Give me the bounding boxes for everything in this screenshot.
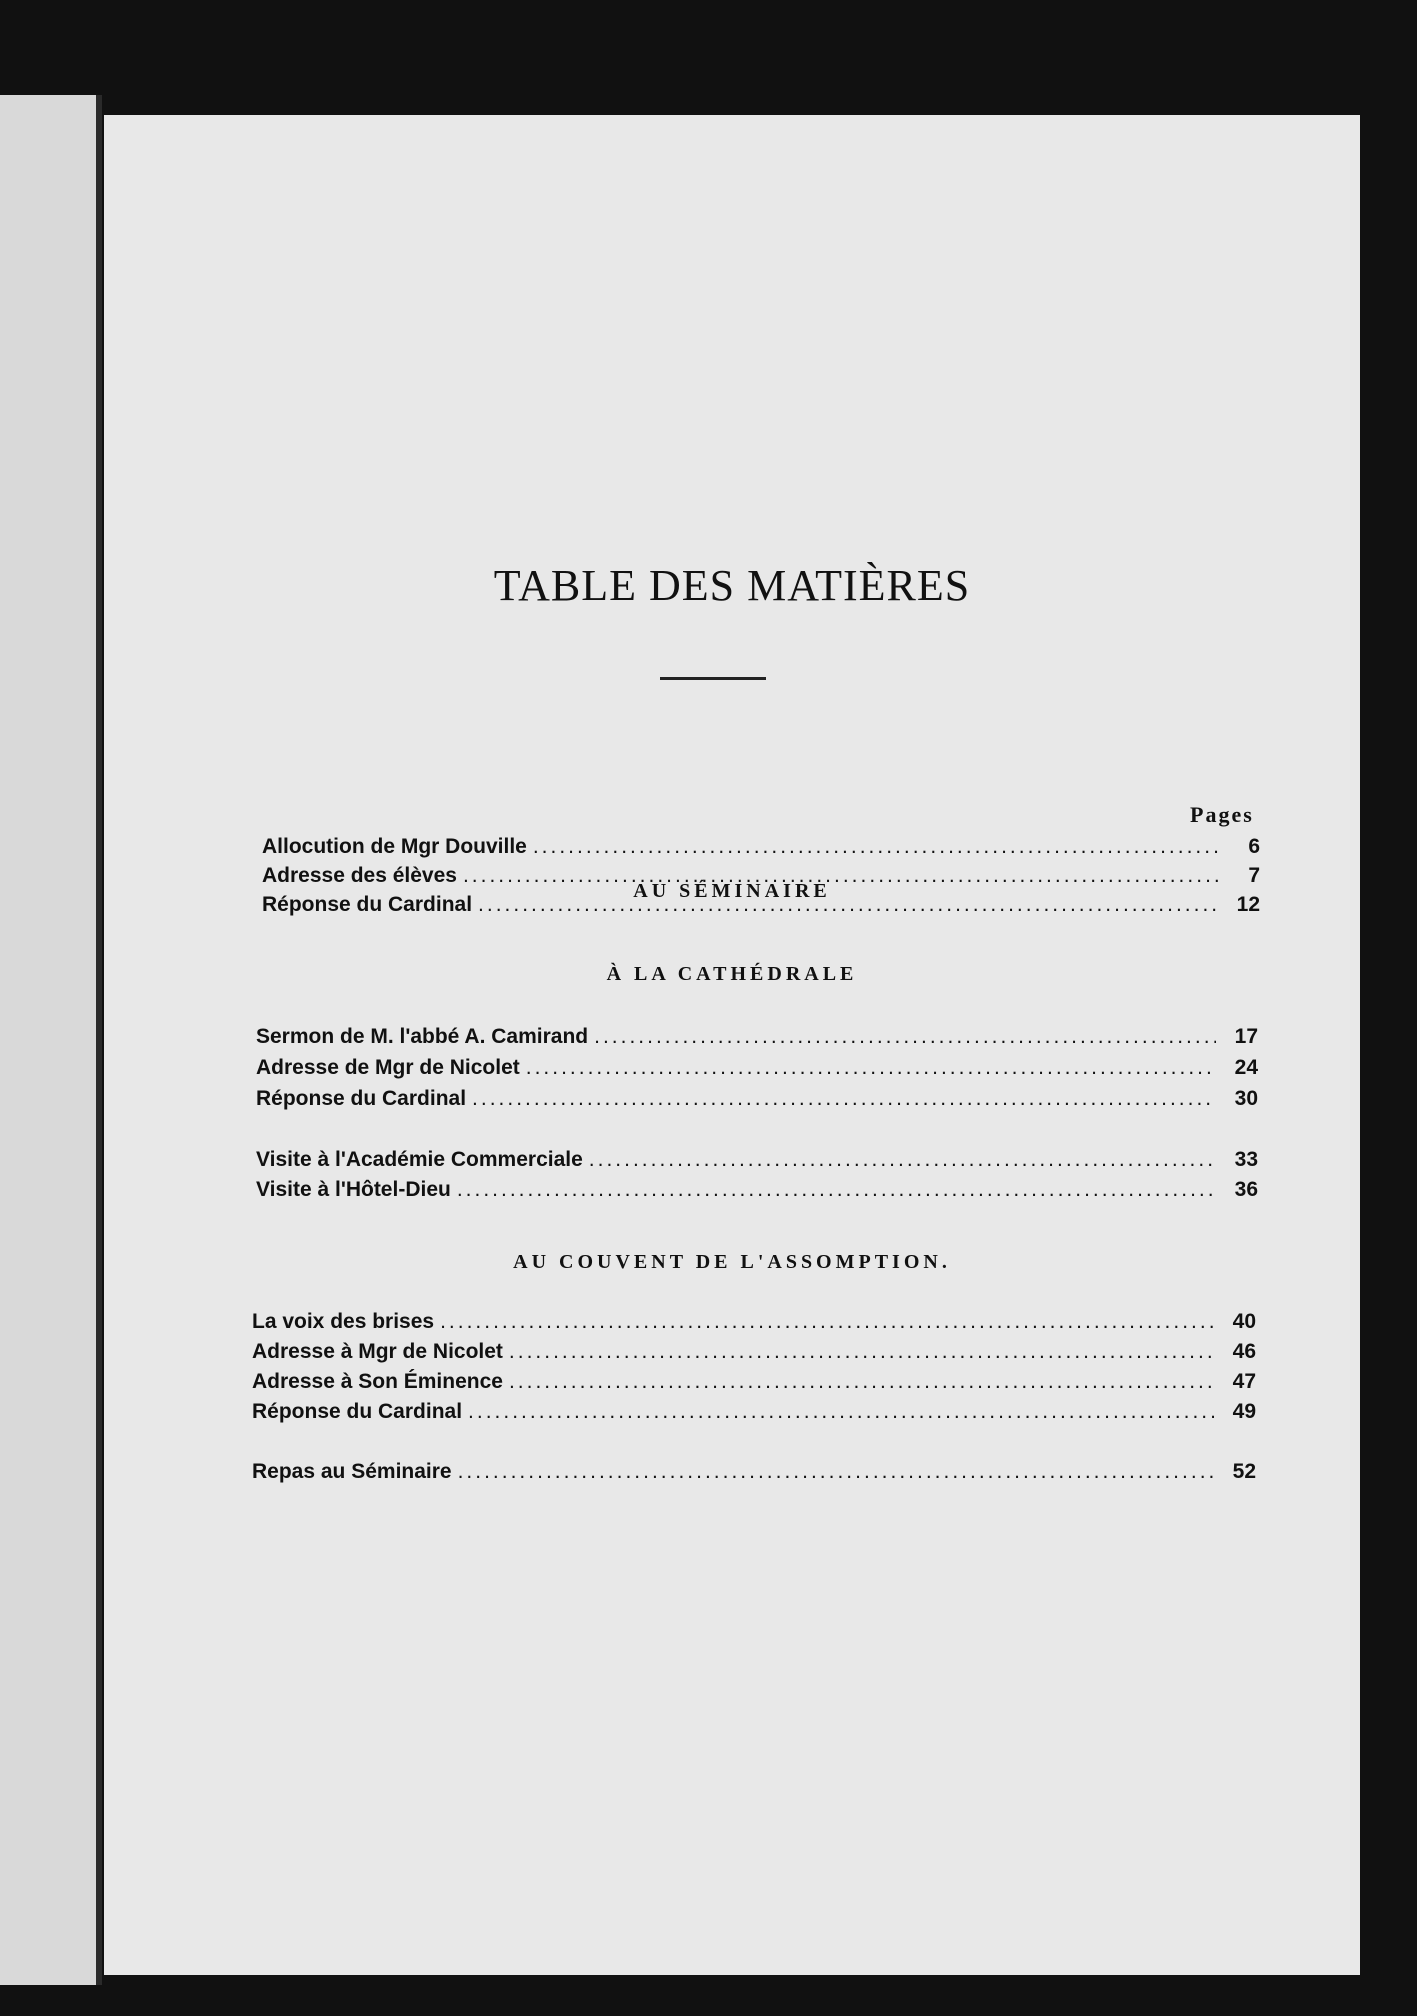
toc-entry-page: 52 [1232,1460,1256,1483]
toc-entry[interactable] [252,1310,1256,1340]
toc-entry-label: Adresse à Son Éminence [252,1370,503,1393]
toc-entry-page: 24 [1234,1056,1258,1079]
toc-entry[interactable] [252,1370,1256,1400]
toc-entry-page: 17 [1234,1025,1258,1048]
dot-leader [472,1087,1216,1111]
toc-entry-page: 7 [1248,864,1260,887]
toc-entry-page: 12 [1236,893,1260,916]
toc-entry[interactable] [256,1148,1258,1178]
toc-entry-page: 6 [1248,835,1260,858]
dot-leader [594,1025,1216,1049]
dot-leader [440,1310,1214,1334]
toc-entry-label: Visite à l'Académie Commerciale [256,1148,583,1171]
toc-entry-label: La voix des brises [252,1310,435,1333]
toc-entry[interactable] [252,1400,1256,1430]
page-title: TABLE DES MATIÈRES [493,561,971,610]
dot-leader [509,1370,1214,1394]
book-gutter [96,95,102,1985]
toc-entry-label: Allocution de Mgr Douville [262,835,527,858]
toc-entry-label: Adresse à Mgr de Nicolet [252,1340,503,1363]
toc-entry-page: 47 [1232,1370,1256,1393]
toc-entry-label: Réponse du Cardinal [262,893,473,916]
toc-entry-label: Réponse du Cardinal [252,1400,463,1423]
toc-entry-page: 46 [1232,1340,1256,1363]
toc-entry[interactable] [256,1025,1258,1055]
toc-entry-label: Sermon de M. l'abbé A. Camirand [256,1025,589,1048]
dot-leader [478,893,1218,917]
toc-entry-page: 30 [1234,1087,1258,1110]
toc-entry-label: Adresse des élèves [262,864,457,887]
previous-page-edge [0,95,98,1985]
toc-entry[interactable] [252,1340,1256,1370]
toc-entry[interactable] [256,1087,1258,1117]
toc-entry[interactable] [252,1460,1256,1490]
toc-entry[interactable] [256,1056,1258,1086]
toc-entry-page: 40 [1232,1310,1256,1333]
toc-entry[interactable] [262,835,1260,865]
toc-entry-page: 49 [1232,1400,1256,1423]
toc-entry[interactable] [256,1178,1258,1208]
toc-entry-label: Adresse de Mgr de Nicolet [256,1056,520,1079]
dot-leader [533,835,1218,859]
toc-entry[interactable] [262,893,1260,923]
dot-leader [457,1178,1216,1202]
section-heading-assomption: AU COUVENT DE L'ASSOMPTION. [513,1251,951,1273]
toc-entry[interactable] [262,864,1260,894]
section-heading-seminaire: AU SÉMINAIRE [633,880,831,902]
toc-entry-label: Réponse du Cardinal [256,1087,467,1110]
page [104,115,1360,1975]
toc-entry-label: Visite à l'Hôtel-Dieu [256,1178,451,1201]
dot-leader [463,864,1218,888]
dot-leader [526,1056,1216,1080]
dot-leader [468,1400,1214,1424]
section-heading-cathedrale: À LA CATHÉDRALE [606,963,858,985]
dot-leader [458,1460,1214,1484]
toc-entry-label: Repas au Séminaire [252,1460,452,1483]
title-rule [660,677,766,680]
dot-leader [509,1340,1214,1364]
dot-leader [589,1148,1216,1172]
toc-entry-page: 36 [1234,1178,1258,1201]
toc-entry-page: 33 [1234,1148,1258,1171]
pages-column-label: Pages [1190,802,1254,827]
